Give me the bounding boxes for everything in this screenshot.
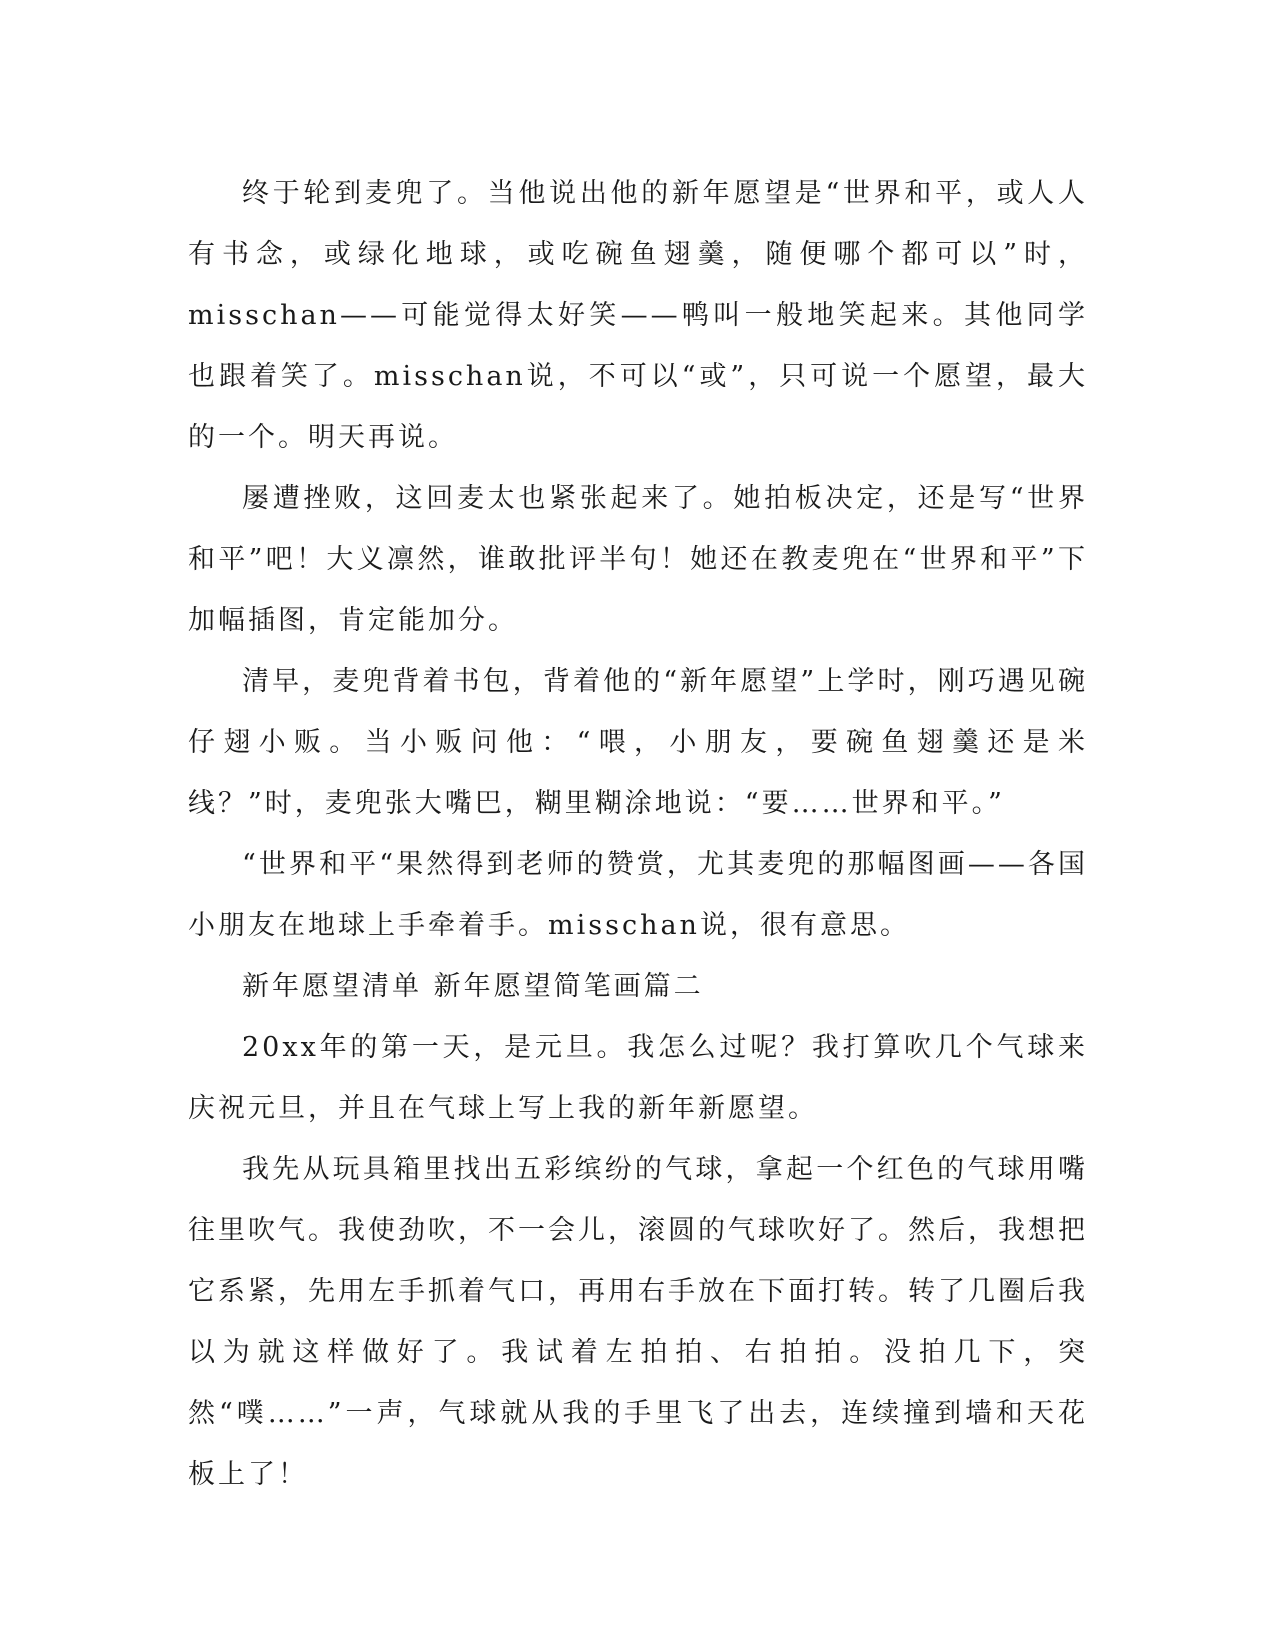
section-heading: 新年愿望清单 新年愿望简笔画篇二 [242,971,704,1002]
paragraph-6: 20xx年的第一天，是元旦。我怎么过呢？我打算吹几个气球来庆祝元旦，并且在气球上写上我的新年新愿望。 [188,1032,1088,1124]
paragraph-2: 屡遭挫败，这回麦太也紧张起来了。她拍板决定，还是写“世界和平”吧！大义凛然，谁敢批评半句！她还在教麦兜在“世界和平”下加幅插图，肯定能加分。 [188,483,1088,636]
paragraph-3: 清早，麦兜背着书包，背着他的“新年愿望”上学时，刚巧遇见碗仔翅小贩。当小贩问他：“喂，小朋友，要碗鱼翅羹还是米线？”时，麦兜张大嘴巴，糊里糊涂地说：“要……世界和平。” [188,666,1088,819]
paragraph-4: “世界和平“果然得到老师的赞赏，尤其麦兜的那幅图画——各国小朋友在地球上手牵着手。misschan说，很有意思。 [188,849,1088,941]
paragraph-1: 终于轮到麦兜了。当他说出他的新年愿望是“世界和平，或人人有书念，或绿化地球，或吃碗鱼翅羹，随便哪个都可以”时，misschan——可能觉得太好笑——鸭叫一般地笑起来。其他同学也跟着笑了。misschan说，不可以“或”，只可说一个愿望，最大的一个。明天再说。 [188,178,1088,453]
document-body [188,163,1088,1505]
paragraph-7: 我先从玩具箱里找出五彩缤纷的气球，拿起一个红色的气球用嘴往里吹气。我使劲吹，不一会儿，滚圆的气球吹好了。然后，我想把它系紧，先用左手抓着气口，再用右手放在下面打转。转了几圈后我以为就这样做好了。我试着左拍拍、右拍拍。没拍几下，突然“噗……”一声，气球就从我的手里飞了出去，连续撞到墙和天花板上了！ [188,1154,1088,1490]
